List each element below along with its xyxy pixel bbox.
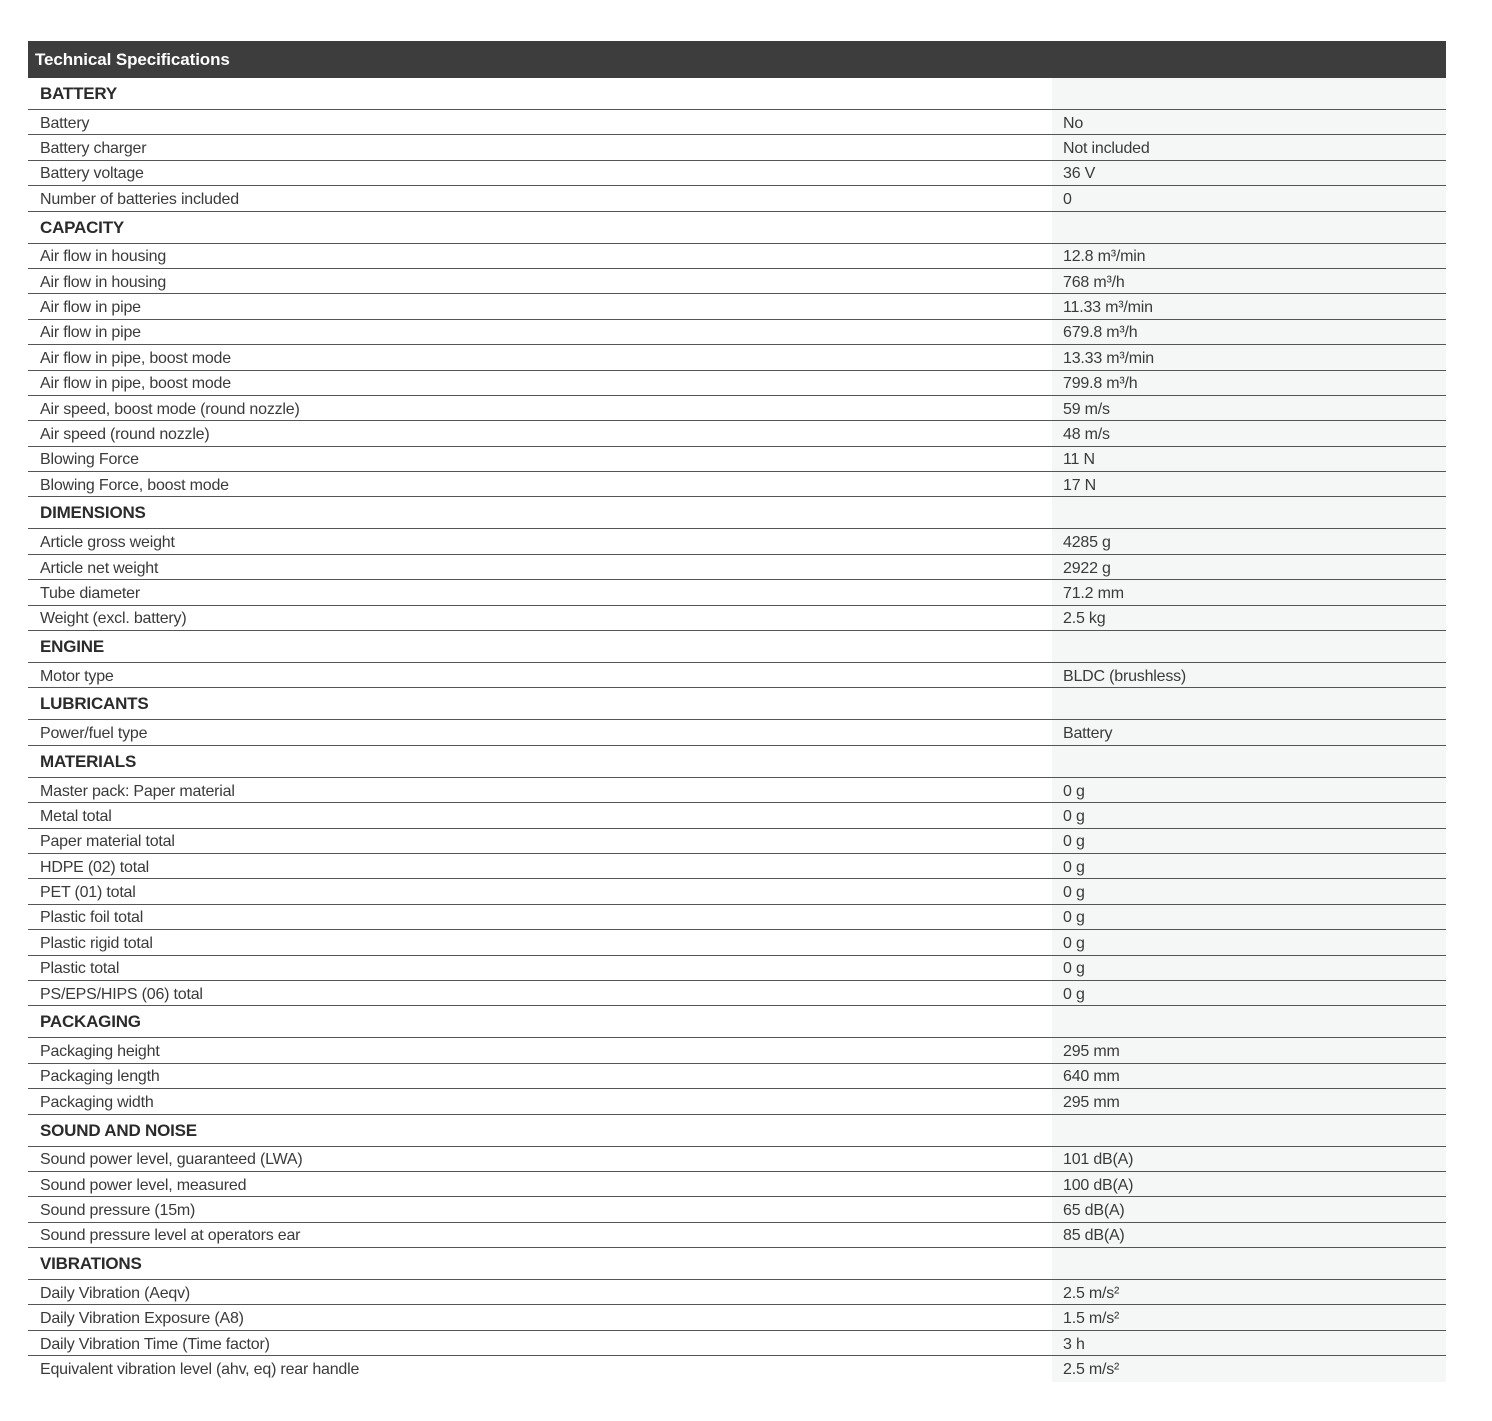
spec-row <box>28 110 1446 135</box>
spec-label: PET (01) total <box>40 884 136 902</box>
spec-value: 0 <box>1063 190 1072 208</box>
spec-row <box>28 371 1446 396</box>
section-title: SOUND AND NOISE <box>40 1120 197 1140</box>
spec-row <box>28 930 1446 955</box>
spec-row <box>28 1089 1446 1114</box>
spec-row <box>28 161 1446 186</box>
spec-label: PS/EPS/HIPS (06) total <box>40 985 203 1003</box>
spec-table <box>28 41 1446 1382</box>
spec-label: Packaging length <box>40 1068 160 1086</box>
section-header-vibrations <box>28 1248 1446 1280</box>
spec-row <box>28 269 1446 294</box>
spec-value: 71.2 mm <box>1063 584 1124 602</box>
spec-value: 59 m/s <box>1063 400 1110 418</box>
spec-value: 65 dB(A) <box>1063 1201 1125 1219</box>
section-header-engine <box>28 631 1446 663</box>
spec-row <box>28 854 1446 879</box>
spec-row <box>28 345 1446 370</box>
section-header-packaging <box>28 1006 1446 1038</box>
spec-label: Sound pressure (15m) <box>40 1201 196 1219</box>
spec-label: Metal total <box>40 807 112 825</box>
spec-value: 0 g <box>1063 807 1085 825</box>
spec-label: Air flow in pipe <box>40 324 141 342</box>
spec-row <box>28 135 1446 160</box>
spec-label: Air flow in housing <box>40 248 167 266</box>
section-header-dimensions <box>28 497 1446 529</box>
spec-label: Battery charger <box>40 140 147 158</box>
spec-row <box>28 447 1446 472</box>
spec-value: 4285 g <box>1063 534 1111 552</box>
section-header-lubricants <box>28 688 1446 720</box>
spec-row <box>28 320 1446 345</box>
spec-row <box>28 778 1446 803</box>
section-title: LUBRICANTS <box>40 694 149 714</box>
spec-label: Master pack: Paper material <box>40 782 235 800</box>
spec-value: BLDC (brushless) <box>1063 667 1187 685</box>
spec-value: 101 dB(A) <box>1063 1151 1134 1169</box>
spec-label: Air speed (round nozzle) <box>40 425 210 443</box>
section-title: DIMENSIONS <box>40 503 146 523</box>
section-title: PACKAGING <box>40 1012 141 1032</box>
spec-value: Not included <box>1063 140 1150 158</box>
spec-value: 0 g <box>1063 833 1085 851</box>
spec-label: HDPE (02) total <box>40 858 150 876</box>
spec-value: 2.5 m/s² <box>1063 1361 1120 1379</box>
spec-value: 3 h <box>1063 1335 1085 1353</box>
spec-label: Tube diameter <box>40 584 140 602</box>
spec-label: Daily Vibration Exposure (A8) <box>40 1310 244 1328</box>
spec-value: 0 g <box>1063 934 1085 952</box>
spec-row <box>28 981 1446 1006</box>
spec-value: 13.33 m³/min <box>1063 349 1154 367</box>
spec-value: 295 mm <box>1063 1043 1120 1061</box>
spec-row <box>28 396 1446 421</box>
spec-value: 11 N <box>1063 451 1095 469</box>
spec-row <box>28 1038 1446 1063</box>
spec-label: Number of batteries included <box>40 190 239 208</box>
spec-value: 2.5 m/s² <box>1063 1284 1120 1302</box>
spec-row <box>28 1280 1446 1305</box>
spec-row <box>28 829 1446 854</box>
spec-value: 12.8 m³/min <box>1063 248 1146 266</box>
spec-row <box>28 580 1446 605</box>
spec-label: Equivalent vibration level (ahv, eq) rear handle <box>40 1361 360 1379</box>
spec-row <box>28 905 1446 930</box>
spec-row <box>28 1197 1446 1222</box>
spec-row <box>28 879 1446 904</box>
spec-value: 11.33 m³/min <box>1063 299 1153 317</box>
section-title: MATERIALS <box>40 751 137 771</box>
spec-value: Battery <box>1063 725 1113 743</box>
spec-value: 2.5 kg <box>1063 610 1106 628</box>
section-title: CAPACITY <box>40 217 125 237</box>
spec-row <box>28 472 1446 497</box>
spec-value: 0 g <box>1063 858 1085 876</box>
spec-value: 295 mm <box>1063 1093 1120 1111</box>
spec-value: 1.5 m/s² <box>1063 1310 1120 1328</box>
spec-value: 0 g <box>1063 884 1085 902</box>
spec-label: Air flow in pipe <box>40 299 141 317</box>
spec-row <box>28 803 1446 828</box>
spec-value: 679.8 m³/h <box>1063 324 1138 342</box>
section-title: BATTERY <box>40 84 117 103</box>
spec-label: Battery <box>40 114 90 132</box>
spec-row <box>28 529 1446 554</box>
spec-label: Air flow in pipe, boost mode <box>40 349 231 367</box>
spec-row <box>28 555 1446 580</box>
spec-label: Motor type <box>40 667 114 685</box>
spec-value: 100 dB(A) <box>1063 1176 1134 1194</box>
spec-value: 768 m³/h <box>1063 273 1125 291</box>
spec-value: 640 mm <box>1063 1068 1120 1086</box>
spec-value: 0 g <box>1063 909 1085 927</box>
spec-row <box>28 1223 1446 1248</box>
spec-label: Air flow in pipe, boost mode <box>40 375 231 393</box>
section-header-capacity <box>28 212 1446 244</box>
spec-value: 0 g <box>1063 960 1085 978</box>
section-header-materials <box>28 746 1446 778</box>
spec-label: Weight (excl. battery) <box>40 610 187 628</box>
spec-row <box>28 1172 1446 1197</box>
spec-label: Daily Vibration (Aeqv) <box>40 1284 191 1302</box>
spec-value: 799.8 m³/h <box>1063 375 1138 393</box>
spec-row <box>28 294 1446 319</box>
spec-label: Air speed, boost mode (round nozzle) <box>40 400 300 418</box>
spec-label: Plastic foil total <box>40 909 144 927</box>
spec-label: Blowing Force <box>40 451 139 469</box>
spec-value: 0 g <box>1063 985 1085 1003</box>
spec-value: 17 N <box>1063 476 1096 494</box>
spec-label: Sound pressure level at operators ear <box>40 1227 301 1245</box>
spec-value: 2922 g <box>1063 559 1111 577</box>
spec-row <box>28 1305 1446 1330</box>
spec-row <box>28 1331 1446 1356</box>
spec-label: Article gross weight <box>40 534 175 552</box>
spec-row <box>28 1064 1446 1089</box>
spec-label: Power/fuel type <box>40 725 148 743</box>
spec-row <box>28 663 1446 688</box>
spec-value: 48 m/s <box>1063 425 1110 443</box>
spec-label: Blowing Force, boost mode <box>40 476 229 494</box>
spec-label: Packaging width <box>40 1093 154 1111</box>
spec-row <box>28 244 1446 269</box>
spec-value: 36 V <box>1063 165 1096 183</box>
spec-label: Plastic total <box>40 960 120 978</box>
table-title: Technical Specifications <box>28 41 1446 78</box>
section-title: VIBRATIONS <box>40 1254 142 1274</box>
spec-label: Sound power level, guaranteed (LWA) <box>40 1151 303 1169</box>
spec-row <box>28 421 1446 446</box>
spec-body <box>28 78 1446 1382</box>
section-header-battery <box>28 78 1446 110</box>
spec-label: Daily Vibration Time (Time factor) <box>40 1335 270 1353</box>
spec-label: Paper material total <box>40 833 175 851</box>
spec-value: No <box>1063 114 1084 132</box>
spec-label: Packaging height <box>40 1043 160 1061</box>
spec-row <box>28 606 1446 631</box>
spec-value: 85 dB(A) <box>1063 1227 1125 1245</box>
spec-row <box>28 720 1446 745</box>
section-title: ENGINE <box>40 637 104 657</box>
spec-value: 0 g <box>1063 782 1085 800</box>
spec-label: Battery voltage <box>40 165 144 183</box>
spec-row <box>28 1147 1446 1172</box>
spec-row <box>28 186 1446 211</box>
spec-label: Plastic rigid total <box>40 934 153 952</box>
spec-row <box>28 1356 1446 1381</box>
spec-label: Article net weight <box>40 559 159 577</box>
section-header-sound-and-noise <box>28 1115 1446 1147</box>
spec-label: Air flow in housing <box>40 273 167 291</box>
spec-label: Sound power level, measured <box>40 1176 247 1194</box>
spec-row <box>28 956 1446 981</box>
